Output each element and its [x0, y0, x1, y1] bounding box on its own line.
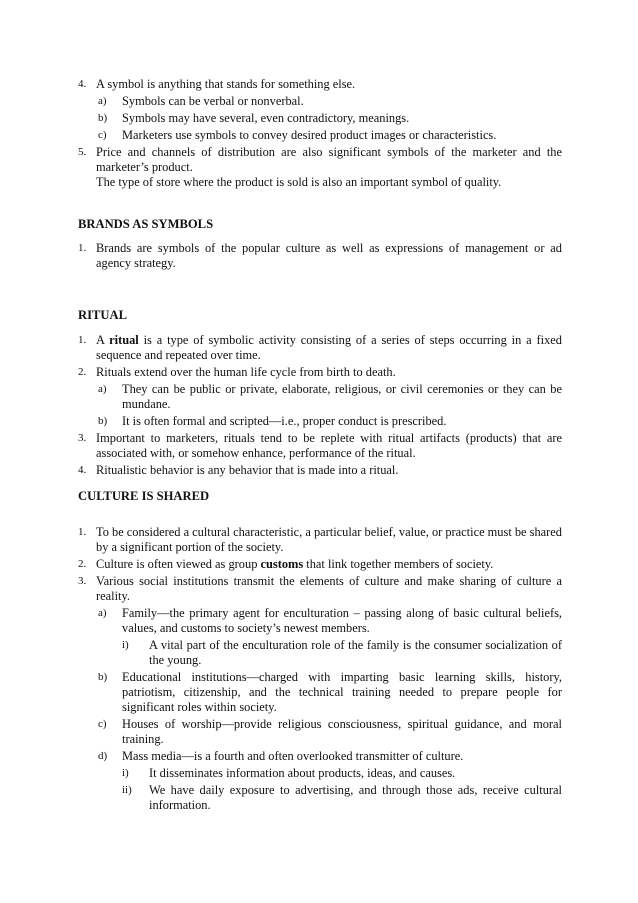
list-item [78, 766, 562, 781]
list-text: Marketers use symbols to convey desired product images or characteristics. [122, 128, 497, 142]
list-item [78, 670, 562, 715]
list-text: It is often formal and scripted—i.e., proper conduct is prescribed. [122, 414, 447, 428]
list-text: Symbols can be verbal or nonverbal. [122, 94, 304, 108]
section-heading: RITUAL [78, 308, 127, 322]
list-text: We have daily exposure to advertising, and through those ads, receive cultural information. [149, 783, 562, 812]
list-item [78, 783, 562, 813]
list-number: 1. [78, 334, 87, 346]
list-text: They can be public or private, elaborate, religious, or civil ceremonies or they can be mundane. [122, 382, 562, 411]
list-item [78, 128, 562, 143]
list-number: 3. [78, 575, 87, 587]
list-text: that link together members of society. [303, 557, 494, 571]
list-number: a) [98, 607, 107, 619]
list-text: The type of store where the product is sold is also an important symbol of quality. [96, 175, 502, 189]
list-text: is a type of symbolic activity consisting of a series of steps occurring in a fixed sequence and repeated over time. [96, 333, 563, 362]
culture-section [78, 489, 562, 813]
list-number: a) [98, 383, 107, 395]
list-number: ii) [122, 784, 132, 796]
list-number: 1. [78, 526, 87, 538]
list-item [78, 606, 562, 636]
list-text: A vital part of the enculturation role of the family is the consumer socialization of the young. [149, 638, 562, 667]
list-item [78, 557, 562, 572]
list-number: a) [98, 95, 107, 107]
list-text: A symbol is anything that stands for something else. [96, 77, 356, 91]
list-number: d) [98, 750, 108, 762]
list-item [78, 382, 562, 412]
list-item [78, 431, 562, 461]
list-number: 3. [78, 432, 87, 444]
list-text: Various social institutions transmit the elements of culture and make sharing of culture a reality. [96, 574, 562, 603]
list-text: Mass media—is a fourth and often overlooked transmitter of culture. [122, 749, 464, 763]
list-number: c) [98, 718, 107, 730]
list-item [78, 365, 562, 380]
list-text: To be considered a cultural characteristic, a particular belief, value, or practice must be shared by a significant portion of the society. [96, 525, 562, 554]
list-text: Ritualistic behavior is any behavior that is made into a ritual. [96, 463, 399, 477]
list-number: i) [122, 639, 129, 651]
list-item [78, 638, 562, 668]
list-text: Family—the primary agent for enculturation – passing along of basic cultural beliefs, values, and customs to society’s newest members. [122, 606, 562, 635]
list-item [78, 77, 562, 92]
list-text: Brands are symbols of the popular culture as well as expressions of management or ad agency strategy. [96, 241, 562, 270]
list-number: 4. [78, 78, 87, 90]
list-number: 2. [78, 366, 87, 378]
list-number: 4. [78, 464, 87, 476]
list-number: b) [98, 415, 108, 427]
list-text: Price and channels of distribution are also significant symbols of the marketer and the marketer’s product. [96, 145, 562, 174]
ritual-section [78, 308, 562, 478]
list-item [78, 333, 562, 363]
list-number: b) [98, 112, 108, 124]
list-text: A [96, 333, 110, 347]
list-item [78, 749, 562, 764]
list-number: b) [98, 671, 108, 683]
list-number: c) [98, 129, 107, 141]
list-item [78, 241, 562, 271]
symbols-section [78, 77, 562, 190]
list-item [78, 145, 562, 175]
list-text: It disseminates information about products, ideas, and causes. [149, 766, 456, 780]
bold-term: customs [260, 557, 304, 571]
list-number: 2. [78, 558, 87, 570]
list-item [78, 94, 562, 109]
list-item [78, 111, 562, 126]
list-text: Symbols may have several, even contradictory, meanings. [122, 111, 410, 125]
list-item [78, 574, 562, 604]
list-text: Important to marketers, rituals tend to be replete with ritual artifacts (products) that are associated with, or somehow enhance, performance of the ritual. [96, 431, 562, 460]
list-text: Culture is often viewed as group [96, 557, 261, 571]
list-text: Rituals extend over the human life cycle from birth to death. [96, 365, 396, 379]
brands-section [78, 217, 562, 271]
list-number: 1. [78, 242, 87, 254]
list-text: Houses of worship—provide religious consciousness, spiritual guidance, and moral training. [122, 717, 562, 746]
list-item [78, 717, 562, 747]
list-number: 5. [78, 146, 87, 158]
list-continuation [78, 175, 562, 190]
section-heading: CULTURE IS SHARED [78, 489, 210, 503]
list-number: i) [122, 767, 129, 779]
list-item [78, 463, 562, 478]
list-text: Educational institutions—charged with imparting basic learning skills, history, patriotism, citizenship, and the technical training needed to prepare people for significant roles within society. [122, 670, 562, 714]
list-item [78, 525, 562, 555]
list-item [78, 414, 562, 429]
bold-term: ritual [109, 333, 139, 347]
section-heading: BRANDS AS SYMBOLS [78, 217, 214, 231]
